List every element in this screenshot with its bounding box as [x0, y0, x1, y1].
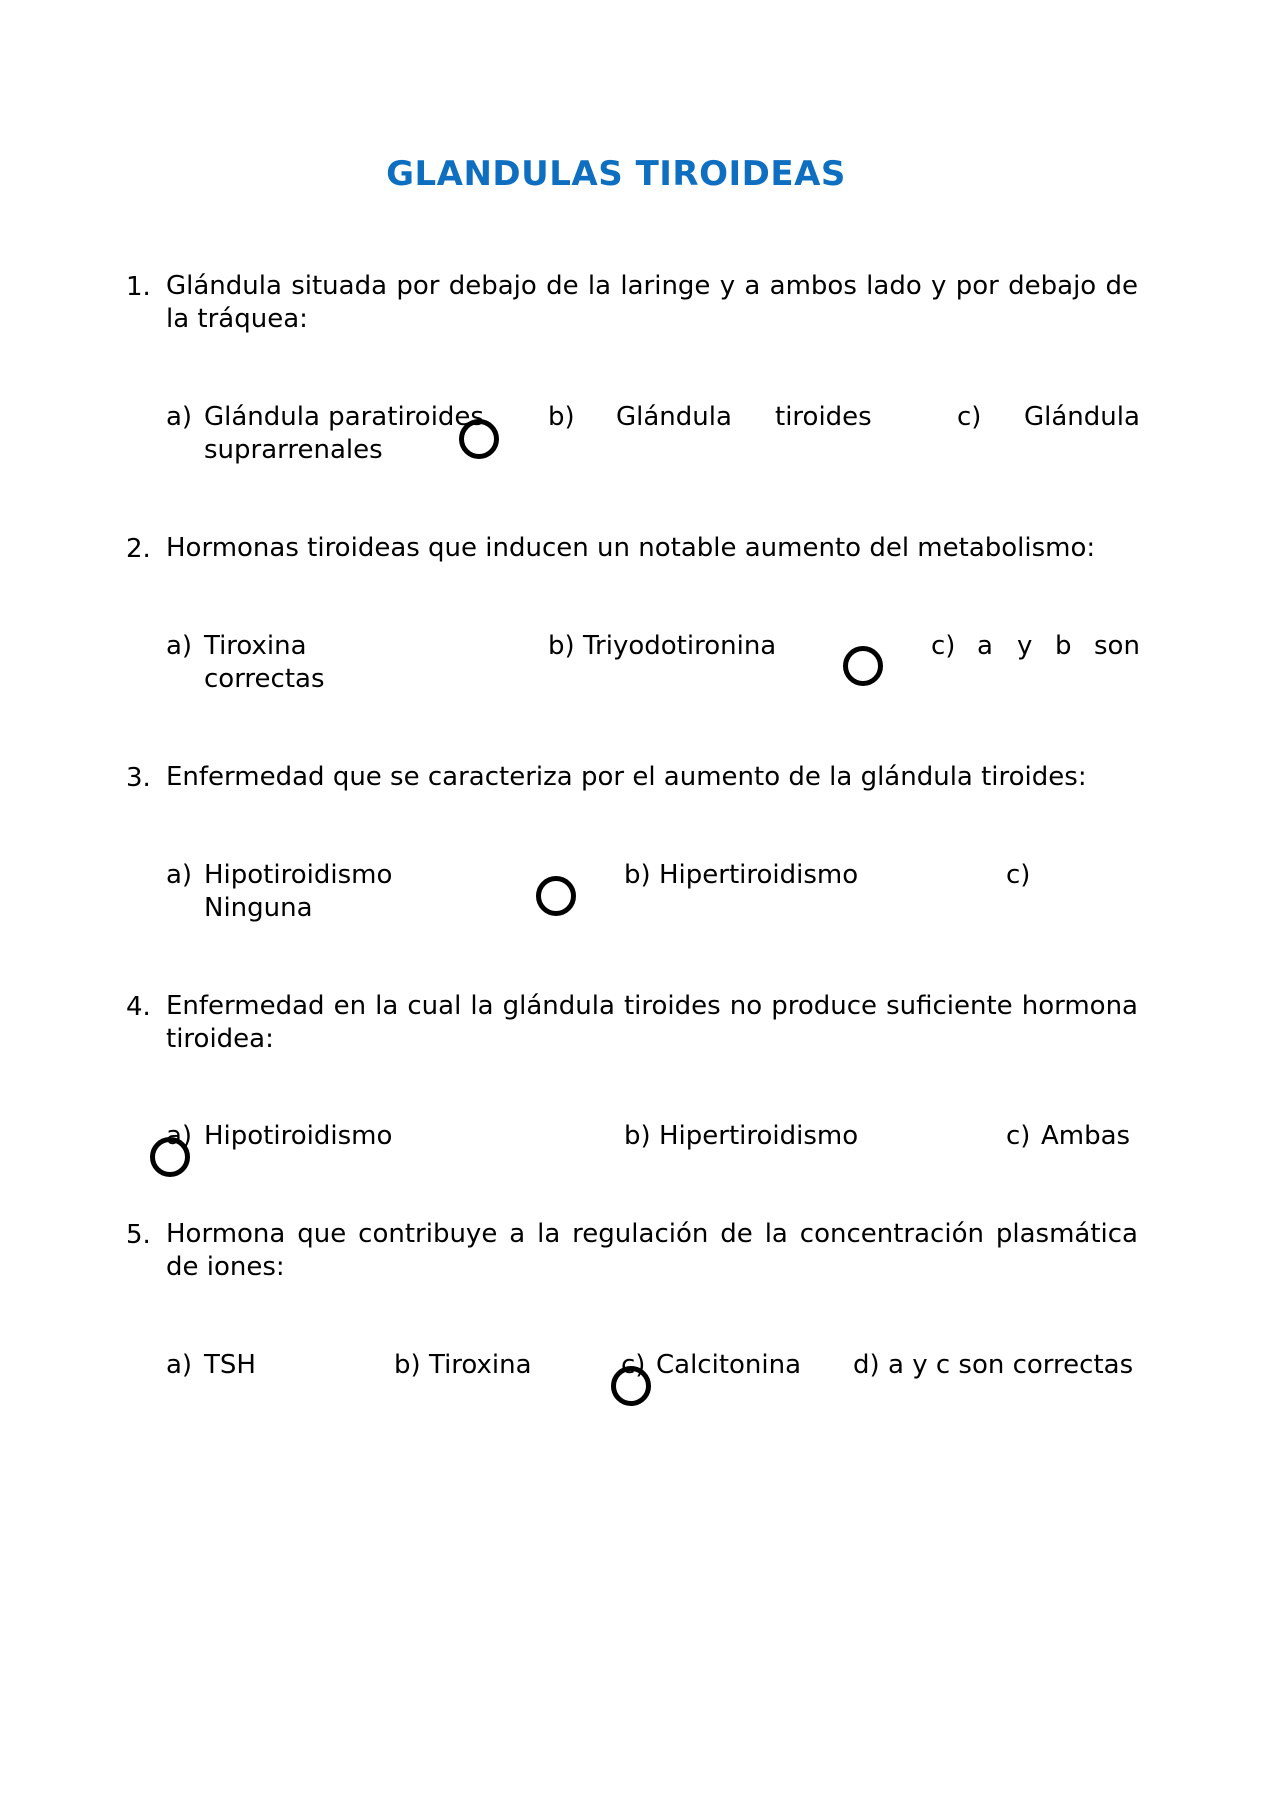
option-b-letter: b) [548, 631, 575, 661]
option-b-text[interactable]: Hipertiroidismo [659, 1121, 859, 1151]
option-c-word-1[interactable]: a [977, 631, 993, 661]
question-text: Enfermedad en la cual la glándula tiroides no produce suficiente hormona tiroidea: [166, 991, 1138, 1054]
option-c-letter: c) [931, 631, 956, 661]
option-c-text[interactable]: Glándula [1024, 402, 1140, 432]
option-b-letter: b) [548, 402, 575, 432]
question-text: Enfermedad que se caracteriza por el aumento de la glándula tiroides: [166, 762, 1087, 792]
option-a-letter: a) [166, 402, 193, 432]
option-b-letter: b) [624, 860, 651, 890]
option-c-letter: c) [1006, 1121, 1031, 1151]
question-text: Hormona que contribuye a la regulación de la concentración plasmática de iones: [166, 1219, 1138, 1282]
question-number: 5. [126, 1220, 151, 1250]
option-d-text[interactable]: a y c son correctas [888, 1350, 1134, 1380]
option-b-text[interactable]: Triyodotironina [583, 631, 777, 661]
option-a-letter: a) [166, 631, 193, 661]
option-c-word-4[interactable]: son [1094, 631, 1140, 661]
option-a-letter: a) [166, 1350, 193, 1380]
option-d-letter: d) [853, 1350, 880, 1380]
page-title: GLANDULAS TIROIDEAS [386, 154, 846, 194]
question-number: 3. [126, 763, 151, 793]
option-c-word-2[interactable]: y [1017, 631, 1033, 661]
question-number: 4. [126, 992, 151, 1022]
option-a-text[interactable]: TSH [204, 1350, 256, 1380]
question-text: Glándula situada por debajo de la laringe y a ambos lado y por debajo de la tráquea: [166, 271, 1138, 334]
answer-mark-circle-icon [843, 646, 883, 686]
option-b-letter: b) [624, 1121, 651, 1151]
option-c-word-3[interactable]: b [1055, 631, 1072, 661]
option-b-text[interactable]: Tiroxina [429, 1350, 532, 1380]
option-c-text[interactable]: Ambas [1041, 1121, 1131, 1151]
option-c-continuation: suprarrenales [204, 435, 383, 465]
answer-mark-circle-icon [611, 1366, 651, 1406]
option-a-text[interactable]: Tiroxina [204, 631, 307, 661]
option-b-text-word-2[interactable]: tiroides [775, 402, 872, 432]
option-c-continuation: Ninguna [204, 893, 313, 923]
option-b-text-word-1[interactable]: Glándula [616, 402, 732, 432]
answer-mark-circle-icon [536, 876, 576, 916]
option-c-letter: c) [957, 402, 982, 432]
question-text: Hormonas tiroideas que inducen un notable aumento del metabolismo: [166, 533, 1096, 563]
question-number: 2. [126, 534, 151, 564]
option-a-text[interactable]: Hipotiroidismo [204, 860, 393, 890]
option-b-text[interactable]: Hipertiroidismo [659, 860, 859, 890]
option-c-text[interactable]: Calcitonina [656, 1350, 802, 1380]
option-c-continuation: correctas [204, 664, 325, 694]
option-b-letter: b) [394, 1350, 421, 1380]
option-a-letter: a) [166, 1121, 193, 1151]
option-a-text[interactable]: Glándula paratiroides [204, 402, 484, 432]
option-a-letter: a) [166, 860, 193, 890]
option-c-letter: c) [1006, 860, 1031, 890]
option-a-text[interactable]: Hipotiroidismo [204, 1121, 393, 1151]
answer-mark-circle-icon [459, 419, 499, 459]
question-number: 1. [126, 272, 151, 302]
option-c-letter: c) [621, 1350, 646, 1380]
answer-mark-circle-icon [150, 1137, 190, 1177]
